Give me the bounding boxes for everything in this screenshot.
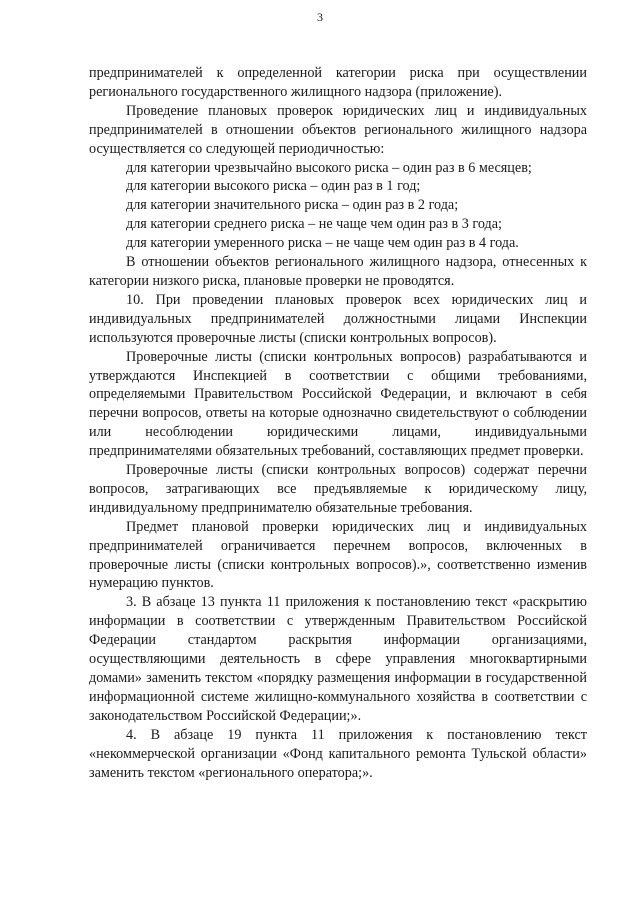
paragraph-checklists-approval: Проверочные листы (списки контрольных вопросов) разрабатываются и утверждаются Инспекцией в соответствии с общими требованиями, определяемыми Правительством Российской Федерации, и включают в себя перечни вопросов, ответы на которые однозначно свидетельствуют о соблюдении или несоблюдении юридическими лицами, индивидуальными предпринимателями обязательных требований, составляющих предмет проверки. [89, 348, 587, 460]
paragraph-inspection-subject: Предмет плановой проверки юридических лиц и индивидуальных предпринимателей ограничивается перечнем вопросов, включенных в проверочные листы (списки контрольных вопросов).», соответственно изменив нумерацию пунктов. [89, 518, 587, 592]
paragraph-item-3: 3. В абзаце 13 пункта 11 приложения к постановлению текст «раскрытию информации в соответствии с утвержденным Правительством Российской Федерации стандартом раскрытия информации организациями, осуществляющими деятельность в сфере управления многоквартирными домами» заменить текстом «порядку размещения информации в государственной информационной системе жилищно-коммунального хозяйства в соответствии с законодательством Российской Федерации;». [89, 594, 587, 724]
periodicity-item: для категории среднего риска – не чаще чем один раз в 3 года; [126, 216, 502, 233]
paragraph-continuation: предпринимателей к определенной категории риска при осуществлении регионального государственного жилищного надзора (приложение). [89, 65, 587, 100]
page-number: 3 [317, 10, 323, 24]
paragraph-periodicity-intro: Проведение плановых проверок юридических лиц и индивидуальных предпринимателей в отношении объектов регионального жилищного надзора осуществляется со следующей периодичностью: [89, 102, 587, 157]
paragraph-clause-10: 10. При проведении плановых проверок всех юридических лиц и индивидуальных предпринимателей должностными лицами Инспекции используются проверочные листы (списки контрольных вопросов). [89, 291, 587, 346]
periodicity-item: для категории чрезвычайно высокого риска – один раз в 6 месяцев; [126, 159, 532, 176]
paragraph-item-4: 4. В абзаце 19 пункта 11 приложения к постановлению текст «некоммерческой организации «Фонд капитального ремонта Тульской области» заменить текстом «регионального оператора;». [89, 726, 587, 781]
periodicity-item: для категории значительного риска – один раз в 2 года; [126, 197, 459, 214]
paragraph-low-risk: В отношении объектов регионального жилищного надзора, отнесенных к категории низкого риска, плановые проверки не проводятся. [89, 254, 587, 289]
document-body [89, 64, 587, 782]
periodicity-item: для категории высокого риска – один раз в 1 год; [126, 178, 421, 195]
periodicity-item: для категории умеренного риска – не чаще чем один раз в 4 года. [126, 235, 519, 252]
paragraph-checklists-content: Проверочные листы (списки контрольных вопросов) содержат перечни вопросов, затрагивающих все предъявляемые к юридическому лицу, индивидуальному предпринимателю обязательные требования. [89, 462, 587, 516]
